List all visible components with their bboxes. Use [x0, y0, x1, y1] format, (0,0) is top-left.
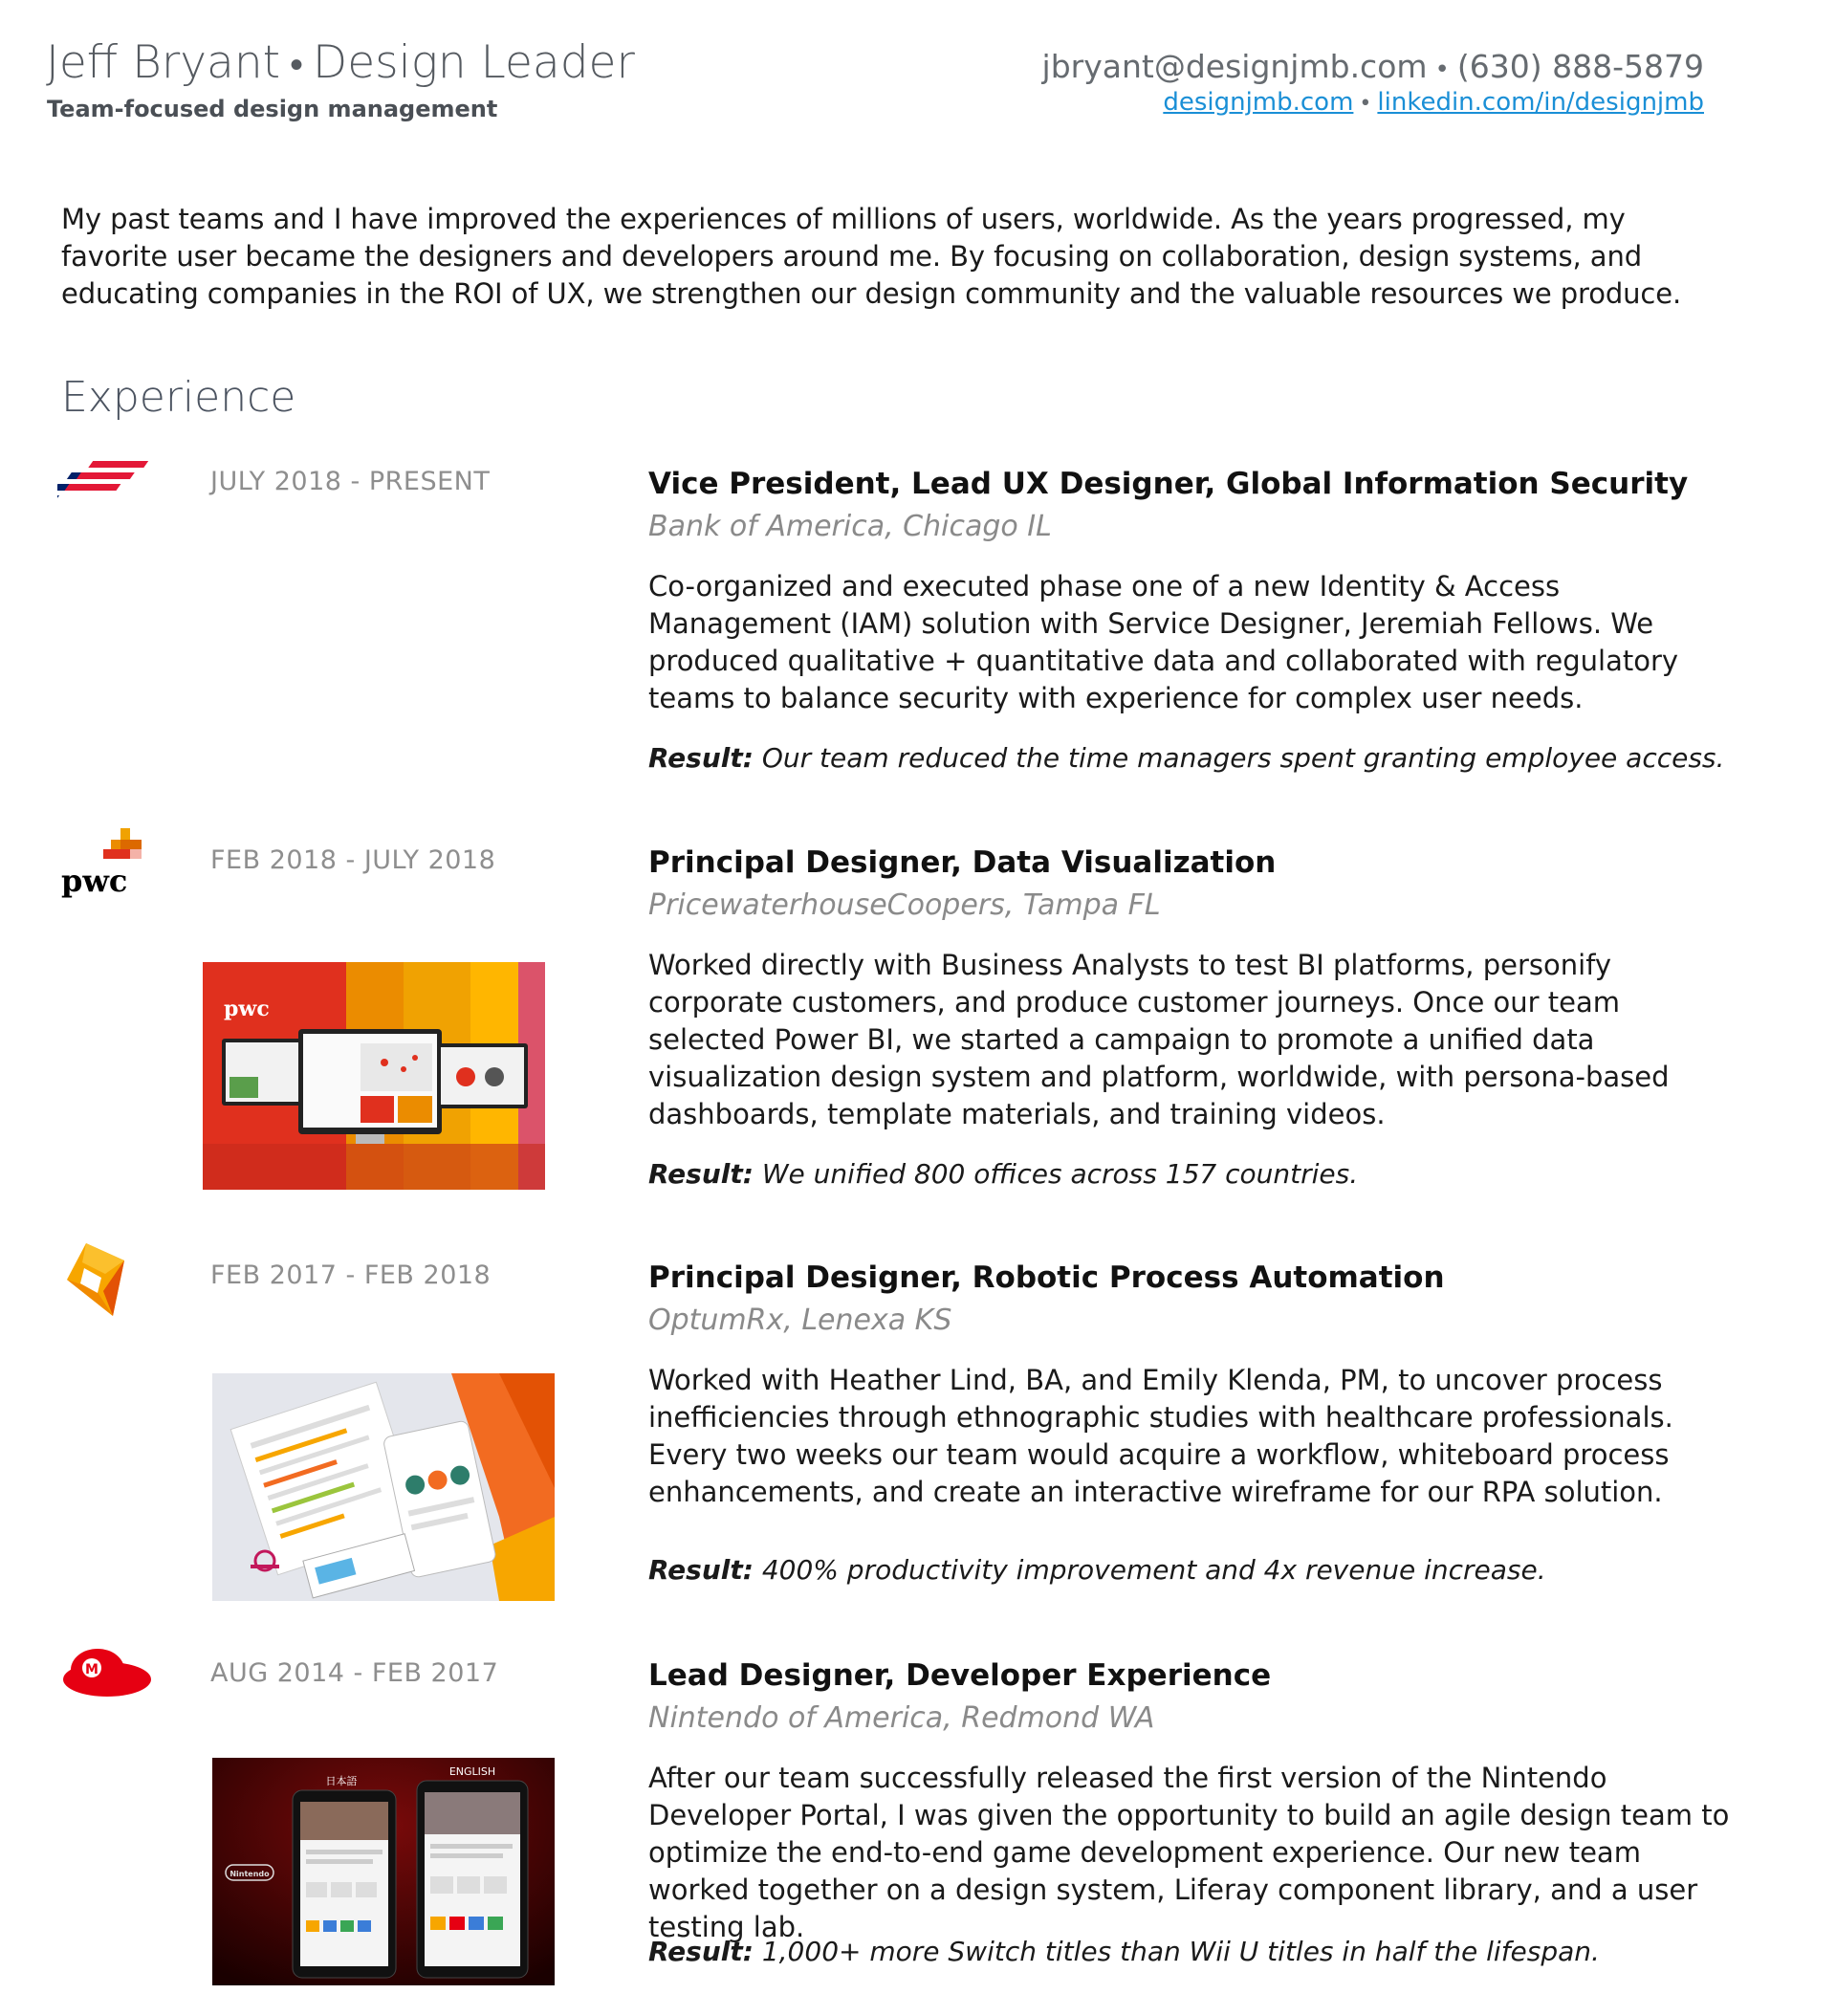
optum-portfolio-thumbnail — [212, 1373, 555, 1601]
phone-text: (630) 888-5879 — [1456, 48, 1704, 85]
job-result — [648, 1554, 1738, 1586]
links-line — [1163, 88, 1704, 117]
job-dates: JULY 2018 - PRESENT — [210, 467, 491, 496]
pwc-logo-text: pwc — [61, 863, 128, 899]
nintendo-portfolio-thumbnail — [212, 1758, 555, 1985]
links-separator: • — [1359, 92, 1372, 116]
company-location: PricewaterhouseCoopers, Tampa FL — [648, 888, 1161, 922]
pwc-thumb-text: pwc — [224, 997, 270, 1021]
result-text: We unified 800 offices across 157 countries. — [761, 1158, 1359, 1190]
thumb-english-label: ENGLISH — [448, 1765, 496, 1778]
job-title: Principal Designer, Robotic Process Automation — [648, 1260, 1445, 1295]
job-dates: FEB 2017 - FEB 2018 — [210, 1260, 492, 1290]
result-text: Our team reduced the time managers spent granting employee access. — [761, 742, 1725, 774]
svg-text:M: M — [85, 1662, 98, 1677]
job-description: Worked with Heather Lind, BA, and Emily Klenda, PM, to uncover process inefficiencies through ethnographic studies with healthcare professionals. Every two weeks our team would acquire a workflow, whiteboard process enhancements, and create an interactive wireframe for our RPA solution. — [648, 1364, 1673, 1508]
job-title: Principal Designer, Data Visualization — [648, 845, 1277, 880]
linkedin-link[interactable]: linkedin.com/in/designjmb — [1377, 88, 1704, 117]
job-result — [648, 742, 1738, 774]
company-location: OptumRx, Lenexa KS — [648, 1304, 952, 1337]
name: Jeff Bryant — [46, 36, 281, 89]
result-text: 400% productivity improvement and 4x revenue increase. — [761, 1554, 1546, 1586]
job-dates: AUG 2014 - FEB 2017 — [210, 1658, 499, 1688]
job-dates: FEB 2018 - JULY 2018 — [210, 845, 496, 875]
result-label: Result: — [648, 1936, 754, 1967]
job-result — [648, 1936, 1738, 1967]
pwc-portfolio-thumbnail — [203, 962, 545, 1190]
tagline: Team-focused design management — [47, 96, 498, 122]
contact-line — [1042, 48, 1704, 85]
name-separator: • — [290, 43, 304, 87]
optum-diamond-icon — [57, 1241, 153, 1308]
company-location: Bank of America, Chicago IL — [648, 510, 1052, 543]
contact-separator: • — [1434, 55, 1450, 84]
role: Design Leader — [313, 36, 635, 89]
pwc-logo-icon — [57, 828, 153, 899]
result-text: 1,000+ more Switch titles than Wii U titles in half the lifespan. — [761, 1936, 1600, 1967]
section-title-experience: Experience — [61, 373, 296, 422]
website-link[interactable]: designjmb.com — [1163, 88, 1354, 117]
thumb-nintendo-badge: Nintendo — [230, 1870, 270, 1878]
result-label: Result: — [648, 1554, 754, 1586]
job-description: After our team successfully released the first version of the Nintendo Developer Portal, I was given the opportunity to build an agile design team to optimize the end-to-end game development experience. Our new team worked together on a design system, Liferay component library, and a user testing lab. — [648, 1762, 1730, 1943]
result-label: Result: — [648, 1158, 754, 1190]
mario-cap-icon — [57, 1645, 153, 1712]
company-location: Nintendo of America, Redmond WA — [648, 1701, 1155, 1735]
summary-paragraph: My past teams and I have improved the experiences of millions of users, worldwide. As the years progressed, my favorite user became the designers and developers around me. By focusing on collaboration, design systems, and educating companies in the ROI of UX, we strengthen our design community and the valuable resources we produce. — [61, 203, 1682, 310]
result-label: Result: — [648, 742, 754, 774]
job-result — [648, 1158, 1738, 1190]
name-title — [46, 36, 635, 89]
email-text: jbryant@designjmb.com — [1041, 48, 1428, 85]
job-description: Worked directly with Business Analysts to test BI platforms, personify corporate customers, and produce customer journeys. Once our team selected Power BI, we started a campaign to promote a unified data visualization design system and platform, worldwide, with persona-based dashboards, template materials, and training videos. — [648, 949, 1670, 1130]
job-title: Vice President, Lead UX Designer, Global Information Security — [648, 467, 1689, 501]
thumb-japanese-label: 日本語 — [325, 1775, 358, 1787]
bank-of-america-flag-icon — [57, 457, 153, 524]
job-description: Co-organized and executed phase one of a new Identity & Access Management (IAM) solution with Service Designer, Jeremiah Fellows. We produced qualitative + quantitative data and collaborated with regulatory teams to balance security with experience for complex user needs. — [648, 570, 1679, 714]
job-title: Lead Designer, Developer Experience — [648, 1658, 1272, 1693]
